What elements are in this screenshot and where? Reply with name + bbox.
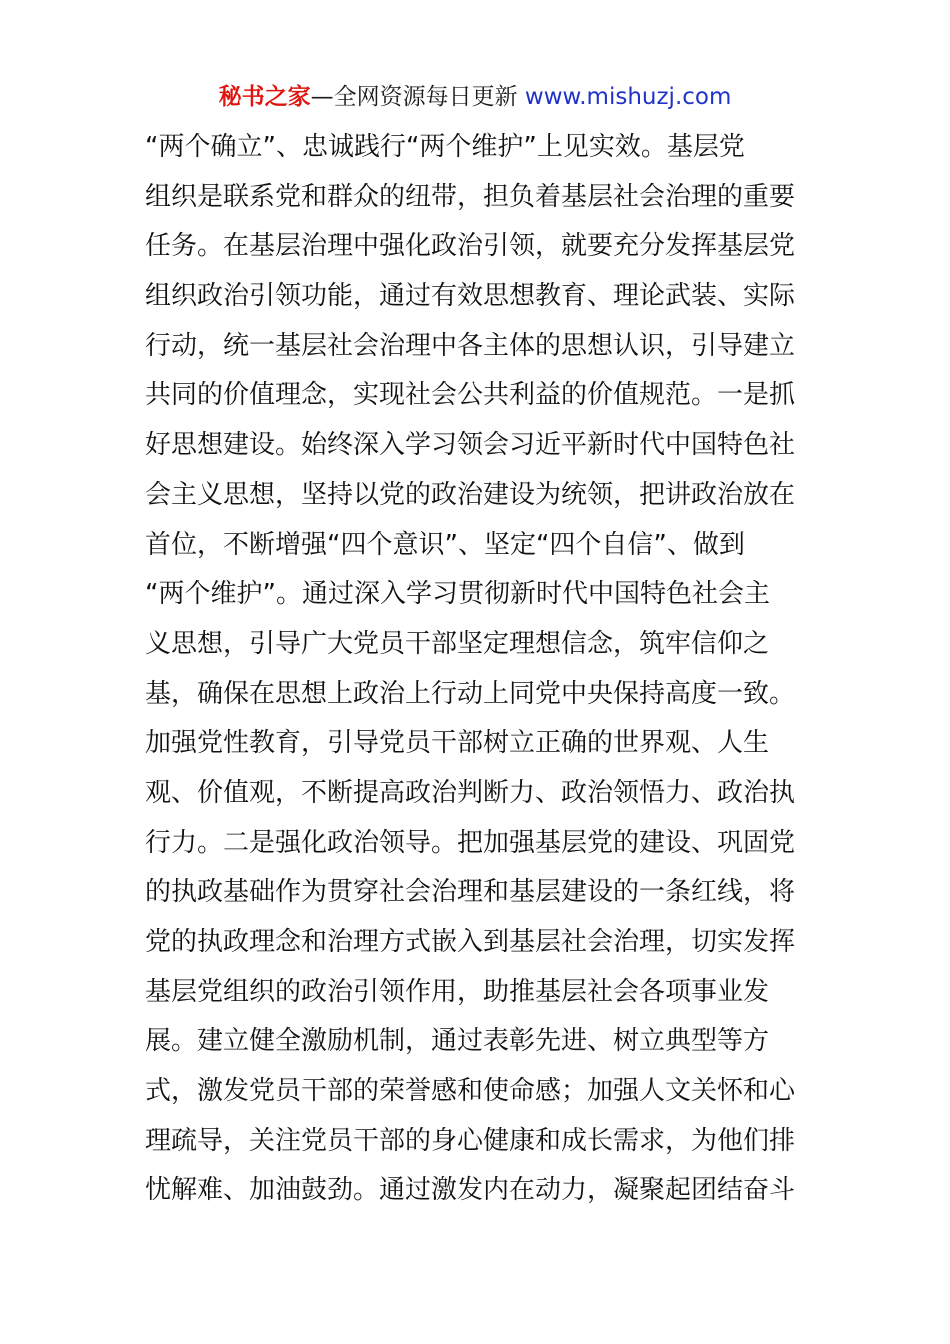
body-line: 观、价值观，不断提高政治判断力、政治领悟力、政治执 — [145, 777, 796, 808]
body-line: 基层党组织的政治引领作用，助推基层社会各项事业发 — [145, 976, 770, 1007]
body-line: 会主义思想，坚持以党的政治建设为统领，把讲政治放在 — [145, 479, 796, 510]
site-url-link[interactable]: www.mishuzj.com — [524, 84, 732, 110]
body-line: 首位，不断增强“四个意识”、坚定“四个自信”、做到 — [145, 529, 745, 560]
body-line: 组织是联系党和群众的纽带，担负着基层社会治理的重要 — [145, 181, 796, 212]
body-line: 行动，统一基层社会治理中各主体的思想认识，引导建立 — [145, 330, 796, 361]
site-brand: 秘书之家 — [218, 84, 311, 110]
body-line: 展。建立健全激励机制，通过表彰先进、树立典型等方 — [145, 1026, 770, 1057]
body-line: 任务。在基层治理中强化政治引领，就要充分发挥基层党 — [145, 231, 796, 262]
body-line: 党的执政理念和治理方式嵌入到基层社会治理，切实发挥 — [145, 927, 796, 957]
body-line: 义思想，引导广大党员干部坚定理想信念，筑牢信仰之 — [145, 628, 770, 659]
body-line: 行力。二是强化政治领导。把加强基层党的建设、巩固党 — [145, 827, 796, 858]
body-line: 加强党性教育，引导党员干部树立正确的世界观、人生 — [145, 728, 770, 759]
body-line: 组织政治引领功能，通过有效思想教育、理论武装、实际 — [145, 281, 796, 312]
body-line: 好思想建设。始终深入学习领会习近平新时代中国特色社 — [145, 430, 796, 461]
body-line: 基，确保在思想上政治上行动上同党中央保持高度一致。 — [145, 678, 796, 709]
page-header — [0, 80, 950, 114]
body-line: 式，激发党员干部的荣誉感和使命感；加强人文关怀和心 — [145, 1076, 796, 1107]
body-line: 共同的价值理念，实现社会公共利益的价值规范。一是抓 — [145, 380, 796, 411]
site-tagline: —全网资源每日更新 — [310, 84, 518, 110]
body-line: 的执政基础作为贯穿社会治理和基层建设的一条红线，将 — [145, 877, 796, 908]
body-line: 忧解难、加油鼓劲。通过激发内在动力，凝聚起团结奋斗 — [145, 1175, 796, 1206]
body-line: “两个确立”、忠诚践行“两个维护”上见实效。基层党 — [145, 132, 745, 162]
body-line: 理疏导，关注党员干部的身心健康和成长需求，为他们排 — [145, 1125, 796, 1156]
document-body — [145, 123, 815, 1216]
body-line: “两个维护”。通过深入学习贯彻新时代中国特色社会主 — [145, 579, 770, 610]
